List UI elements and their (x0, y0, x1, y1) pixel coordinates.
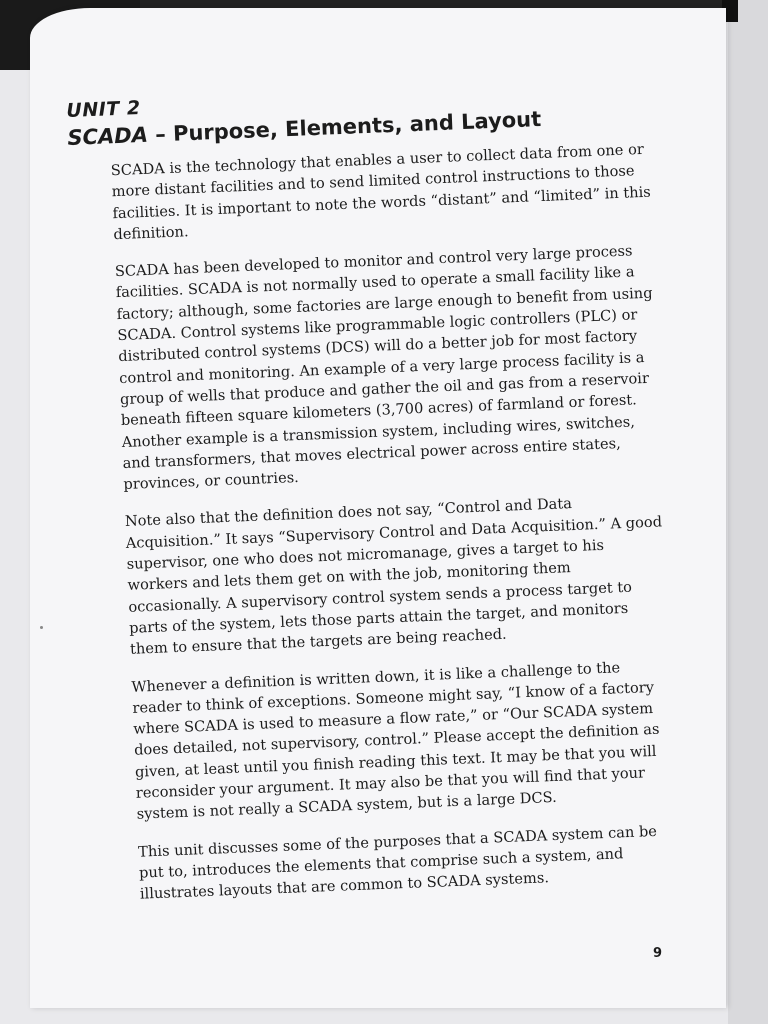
chapter-title-prefix: SCADA (67, 122, 149, 150)
body-text (110, 139, 679, 906)
paragraph-3: Note also that the definition does not say, “Control and Data Acquisition.” It says “Supervisory Control and Data Acquisition.” A good supervisor, one who does not micromanage, gives a target to his workers and lets them get on with the job, monitoring them occasionally. A supervisory control system sends a process target to parts of the system, lets those parts attain the target, and monitors them to ensure that the targets are being reached. (124, 495, 663, 659)
scan-right-edge (728, 0, 768, 1024)
paragraph-2: SCADA has been developed to monitor and control very large process facilities. SCADA is not normally used to operate a small facility like a factory; although, some factories are large enough to benefit from using SCADA. Control systems like programmable logic controllers (PLC) or distributed control systems (DCS) will do a better job for most factory control and monitoring. An example of a very large process facility is a group of wells that produce and gather the oil and gas from a reservoir beneath fifteen square kilometers (3,700 acres) of farmland or forest. Another example is a transmission system, including wires, switches, and transformers, that moves electrical power across entire states, provinces, or countries. (114, 242, 653, 494)
page-content (66, 76, 689, 923)
unit-label: UNIT 2 (66, 97, 142, 122)
paragraph-1: SCADA is the technology that enables a user to collect data from one or more distant facilities and to send limited control instructions to those facilities. It is important to note the words “distant” and “limited” in this definition. (110, 140, 652, 244)
page-number: 9 (653, 946, 663, 961)
chapter-title-rest: – Purpose, Elements, and Layout (147, 106, 542, 147)
paragraph-4: Whenever a definition is written down, it is like a challenge to the reader to think of exceptions. Someone might say, “I know of a factory where SCADA is used to measure a flow rate,” or “Our SCADA system does detailed, not supervisory, control.” Please accept the definition as given, at least until you finish reading this text. It may be that you will reconsider your argument. It may also be that you will find that your system is not really a SCADA system, but is a large DCS. (131, 658, 660, 824)
book-page (30, 8, 726, 1008)
paragraph-5: This unit discusses some of the purposes that a SCADA system can be put to, introduces the elements that comprise such a system, and illustrates layouts that are common to SCADA systems. (137, 822, 658, 903)
margin-mark (40, 626, 43, 629)
